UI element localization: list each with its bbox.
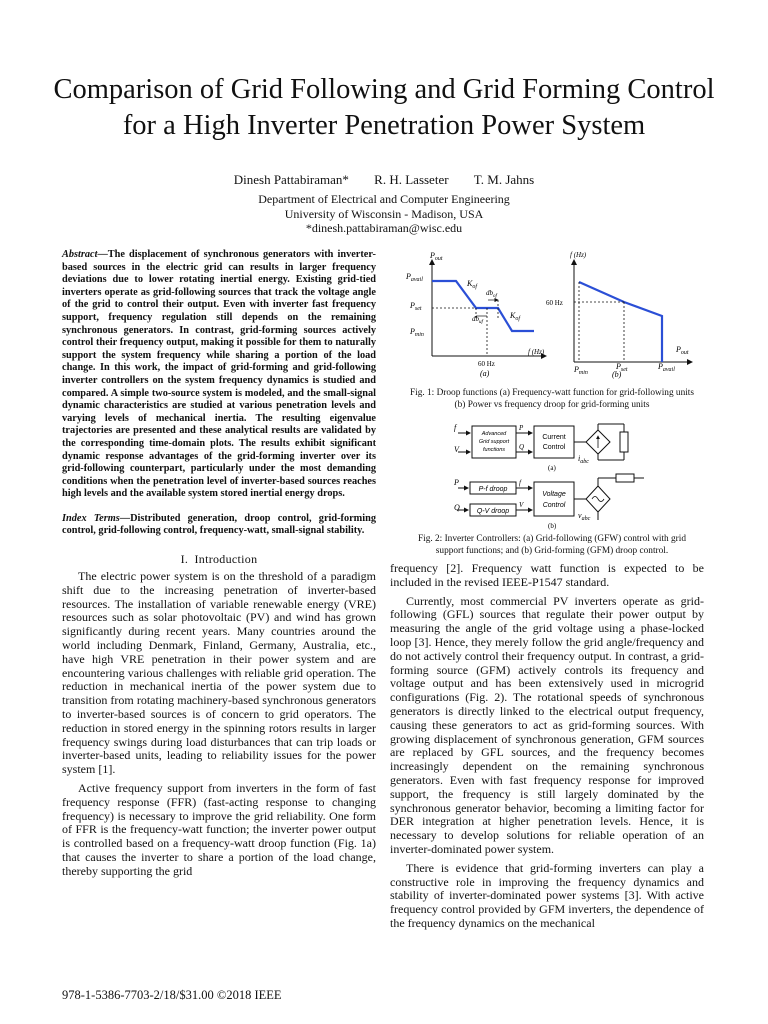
- abstract: [62, 249, 376, 501]
- figure-2: [448, 418, 678, 530]
- paragraph-2: Active frequency support from inverters in the form of fast frequency response (FFR) (fast-acting response to changing frequency) is necessary to improve the grid reliability. One form of FFR is the frequency-watt function; the inverter power output is controlled based on a frequency-watt droop function (Fig. 1a) that causes the inverter to share a portion of the load change, thereby supporting the grid: [62, 781, 376, 878]
- fig1a-pmin-label: $P_{min}$: [410, 327, 424, 338]
- index-terms-text: —Distributed generation, droop control, grid-forming control, grid-following control, frequency-watt, small-signal stability.: [62, 512, 376, 537]
- section-heading: I. Introduction: [180, 552, 258, 567]
- fig1a-pout-label: $P_{out}$: [430, 251, 443, 262]
- fig1a-pset-label: $P_{set}$: [410, 301, 422, 312]
- author-1: Dinesh Pattabiraman*: [233, 172, 349, 187]
- paragraph-3: frequency [2]. Frequency watt function is expected to be included in the revised IEEE-P1547 standard.: [390, 561, 704, 589]
- series-impedance-icon: [616, 474, 634, 482]
- fig2b-p-label: P: [454, 478, 459, 487]
- affiliation: [0, 192, 768, 236]
- figure-1: [404, 248, 704, 384]
- fig1b-pavail-label: $P_{avail}$: [658, 362, 675, 373]
- affiliation-email: *dinesh.pattabiraman@wisc.edu: [305, 221, 463, 235]
- fig2b-diagram: [453, 474, 644, 530]
- svg-text:Control: Control: [542, 444, 566, 451]
- fig2a-diagram: [454, 423, 628, 472]
- paragraph-1: The electric power system is on the threshold of a paradigm shift due to the increasing penetration of inverter-based resources. The installation of variable renewable energy (VRE) resources such as solar photovoltaic (PV) and wind has grown significantly during recent years. Many countries around the world including Denmark, Finland, Germany, Australia, etc., have high VRE penetration in their power system and are encountering various challenges with reliable grid operation. The reduction in mechanical inertia of the power system due to transition from rotating machinery-based synchronous generators to inverter-based sources is of concern to grid operators. The reduction in stored energy in the spinning rotors results in larger frequency swings during load disturbances that can trip loads or inverter-based units, leading to reliability issues for the power system [1].: [62, 569, 376, 777]
- figure-1-caption: Fig. 1: Droop functions (a) Frequency-watt function for grid-following units (b) Power vs frequency droop for grid-forming units: [409, 388, 695, 410]
- svg-text:Current: Current: [542, 434, 566, 441]
- fig1a-tag: (a): [480, 369, 490, 378]
- fig1a-droop-curve: [432, 281, 534, 331]
- abstract-lead: Abstract: [62, 249, 98, 260]
- index-terms: [62, 513, 376, 538]
- fig1b-plot: [546, 251, 692, 379]
- author-3: T. M. Jahns: [473, 172, 535, 187]
- fig2b-tag: (b): [548, 522, 557, 530]
- paragraph-4: Currently, most commercial PV inverters operate as grid-following (GFL) sources that regulate their power output by measuring the angle of the grid voltage using a phase-locked loop [3]. Hence, they merely follow the grid angle/frequency and do not actively control their frequency output. In contrast, a grid-forming source (GFM) actively controls its frequency and voltage output and has been extensively used in microgrid configurations (Fig. 2). The rotational speeds of synchronous generators is directly linked to the electrical output frequency, causing these generators to act as grid-forming sources. With growing displacement of synchronous generation, GFM sources are replaced by GFL sources, and the frequency becomes increasingly dependent on the remaining synchronous generators. Even with fast frequency response for improved support, the frequency is still largely dominated by the synchronous generator behavior, becoming a limiting factor for DER integration at higher penetration levels. Hence, it is necessary to develop solutions for reliable operation of an inverter-dominated power system.: [390, 593, 704, 856]
- fig2b-vabc-label: $v_{abc}$: [578, 511, 591, 522]
- right-column: [390, 562, 704, 936]
- svg-text:Control: Control: [542, 502, 566, 509]
- index-terms-lead: Index Terms: [62, 512, 120, 524]
- fig1a-f-label: f (Hz): [528, 348, 545, 356]
- svg-text:Q-V droop: Q-V droop: [476, 508, 510, 515]
- fig1a-db-label-1: $db_{of}$: [486, 289, 497, 299]
- svg-text:f: f: [519, 479, 521, 487]
- fig2a-iabc-label: $i_{abc}$: [578, 454, 589, 465]
- affiliation-dept: Department of Electrical and Computer Engineering: [258, 192, 510, 206]
- fig1a-kof-label-1: $K_{of}$: [467, 279, 478, 290]
- fig1b-pout-label: $P_{out}$: [676, 345, 689, 356]
- svg-text:P-f droop: P-f droop: [478, 486, 508, 493]
- svg-text:Advanced: Advanced: [481, 431, 507, 437]
- fig1b-pset-label: $P_{set}$: [616, 362, 628, 373]
- resistor-icon: [620, 432, 628, 452]
- svg-text:Voltage: Voltage: [542, 491, 566, 498]
- figure-2-caption: Fig. 2: Inverter Controllers: (a) Grid-following (GFW) control with grid support functions; and (b) Grid-forming (GFM) droop control.: [417, 534, 686, 556]
- affiliation-univ: University of Wisconsin - Madison, USA: [284, 206, 484, 221]
- fig1a-plot: [405, 251, 546, 378]
- paragraph-5: There is evidence that grid-forming inverters can play a constructive role in improving the frequency dynamics and stability of inverter-dominated power systems [3]. With active frequency control provided by GFM inverters, the dependence of the frequency dynamics on the mechanical: [390, 860, 704, 930]
- author-2: R. H. Lasseter: [374, 172, 449, 187]
- author-list: [0, 172, 768, 188]
- fig1b-pmin-label: $P_{min}$: [574, 365, 588, 376]
- svg-text:Q: Q: [519, 443, 525, 451]
- fig1b-tag: (b): [612, 370, 622, 379]
- fig2a-tag: (a): [548, 464, 556, 472]
- fig1b-f-label: f (Hz): [570, 251, 587, 259]
- fig1b-60hz-label: 60 Hz: [546, 299, 563, 307]
- fig1a-60hz-label: 60 Hz: [478, 360, 495, 368]
- voltage-control-block: [534, 482, 574, 516]
- svg-text:Grid support: Grid support: [478, 439, 510, 445]
- fig1a-db-label-2: $db_{uf}$: [472, 315, 483, 325]
- fig1a-pavail-label: $P_{avail}$: [406, 272, 423, 283]
- current-control-block: [534, 426, 574, 458]
- fig1b-droop-curve: [579, 282, 662, 362]
- copyright-footer: 978-1-5386-7703-2/18/$31.00 ©2018 IEEE: [62, 988, 282, 1002]
- abstract-text: —The displacement of synchronous generators with inverter-based sources in the electric grid can results in larger frequency deviations due to lower rotating inertial energy. Existing grid-tied inverters operate as grid-following sources that track the voltage angle of the grid to control their output. Even with inverter fast frequency support, frequency regulation still depends on the remaining synchronous generators. In contrast, grid-forming sources actively control their frequency output, making it possible for them to naturally support the system frequency while sharing a portion of the load change. In this work, the impact of grid-forming and grid-following inverter controllers on the system frequency dynamics is studied and compared. A simple two-source system is modeled, and the small-signal dynamic characteristics are studied at various penetration levels and varying levels of mechanical inertia. The resulting eigenvalue trajectories are presented and these analytical results are validated by the corresponding time-domain plots. The results exhibit significant dynamic response advantages of the grid-forming inverter over its grid-following counterpart, particularly under the most demanding conditions when the penetration level of inverter-based sources reaches high levels and the available system stored inertial energy drops.: [62, 249, 376, 500]
- svg-text:P: P: [519, 424, 524, 432]
- paper-title: Comparison of Grid Following and Grid Forming Control for a High Inverter Penetration Power System: [53, 74, 715, 141]
- fig2a-v-label: V: [454, 445, 459, 454]
- section-body-right: [390, 562, 704, 931]
- fig2a-f-label: f: [454, 423, 457, 432]
- svg-text:functions: functions: [482, 447, 506, 453]
- left-column: [62, 249, 376, 884]
- fig1a-kof-label-2: $K_{of}$: [510, 311, 521, 322]
- section-body-left: [62, 570, 376, 879]
- svg-text:V: V: [519, 501, 524, 509]
- fig2b-q-label: Q: [454, 503, 460, 512]
